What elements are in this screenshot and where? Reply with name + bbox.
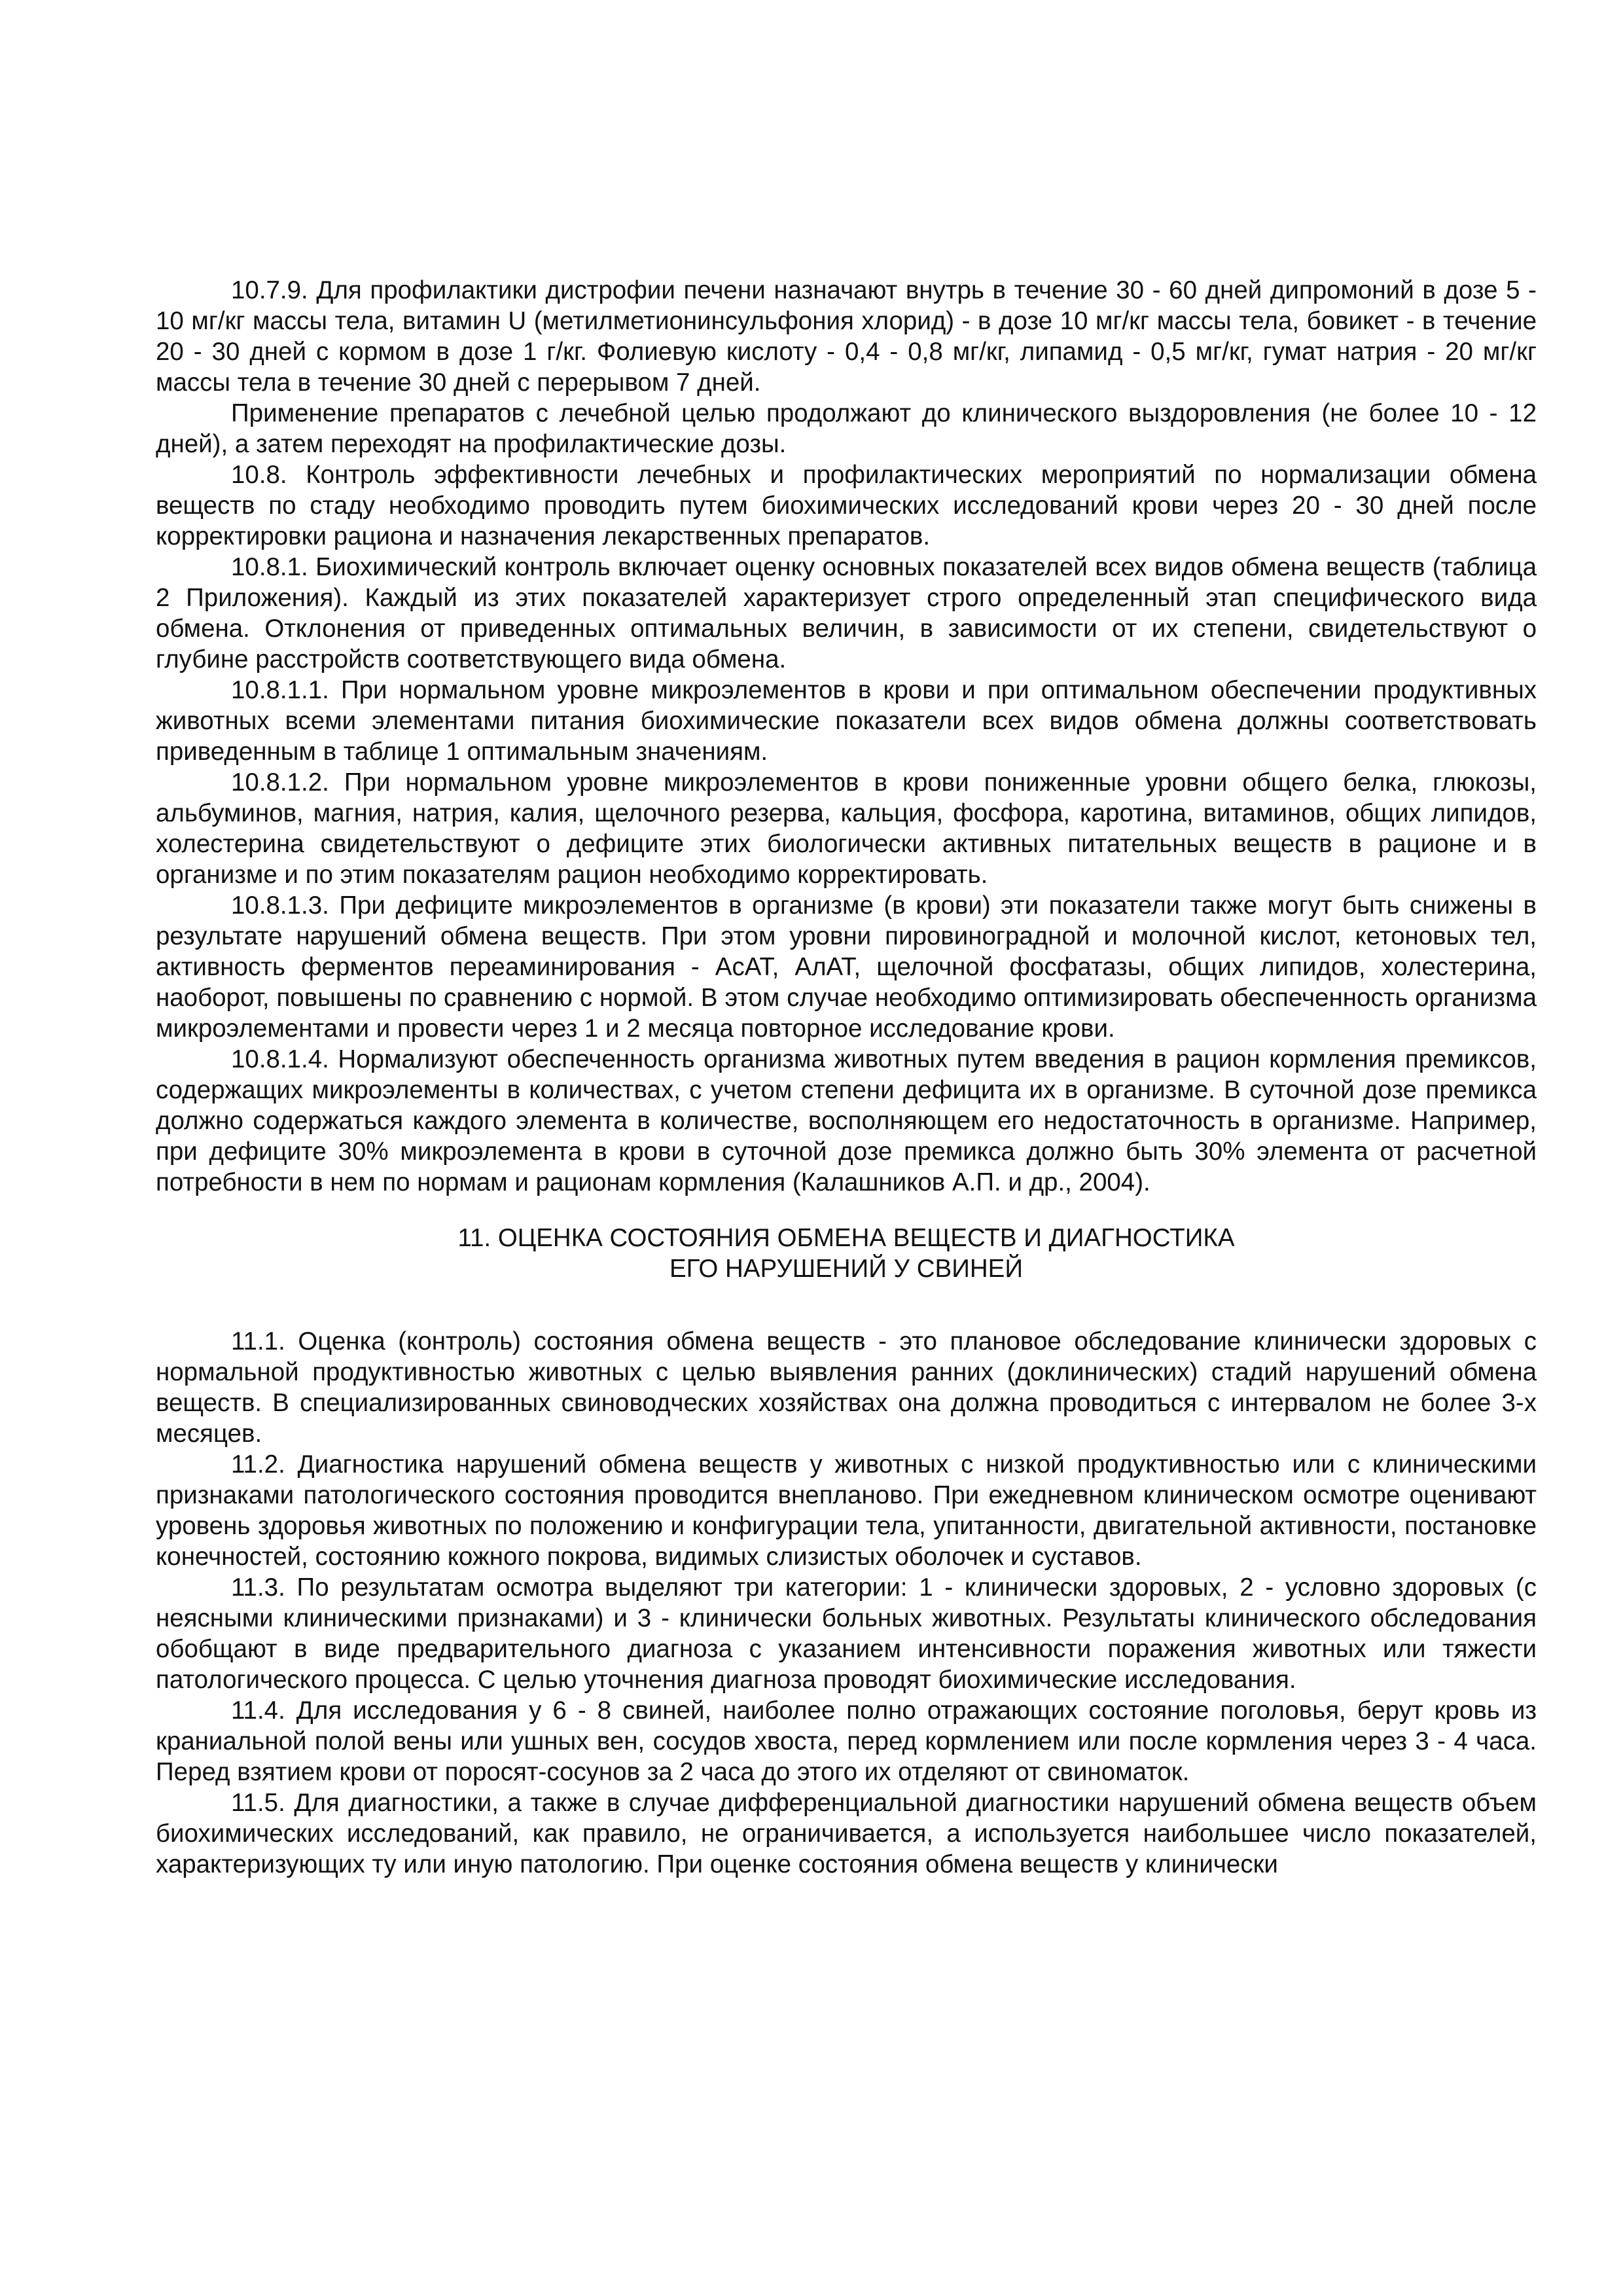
paragraph-10-8-1: 10.8.1. Биохимический контроль включает оценку основных показателей всех видов обмена веществ (таблица 2 Приложения). Каждый из этих показателей характеризует строго определенный этап специфического вида обмена. Отклонения от приведенных оптимальных величин, в зависимости от их степени, свидетельствуют о глубине расстройств соответствующего вида обмена. bbox=[156, 553, 1537, 673]
paragraph-11-2: 11.2. Диагностика нарушений обмена веществ у животных с низкой продуктивностью или с клиническими признаками патологического состояния проводится внепланово. При ежедневном клиническом осмотре оценивают уровень здоровья животных по положению и конфигурации тела, упитанности, двигательной активности, постановке конечностей, состоянию кожного покрова, видимых слизистых оболочек и суставов. bbox=[156, 1450, 1537, 1571]
paragraph-11-5: 11.5. Для диагностики, а также в случае дифференциальной диагностики нарушений обмена веществ объем биохимических исследований, как правило, не ограничивается, а используется наибольшее число показателей, характеризующих ту или иную патологию. При оценке состояния обмена веществ у клинически bbox=[156, 1789, 1537, 1878]
section-heading bbox=[156, 1223, 1537, 1284]
paragraph-10-8-1-1: 10.8.1.1. При нормальном уровне микроэлементов в крови и при оптимальном обеспечении продуктивных животных всеми элементами питания биохимические показатели всех видов обмена должны соответствовать приведенным в таблице 1 оптимальным значениям. bbox=[156, 676, 1537, 766]
section-heading-line-1: 11. ОЦЕНКА СОСТОЯНИЯ ОБМЕНА ВЕЩЕСТВ И ДИАГНОСТИКА bbox=[457, 1224, 1235, 1252]
document-body bbox=[156, 275, 1537, 1880]
paragraph-treatment-duration: Применение препаратов с лечебной целью продолжают до клинического выздоровления (не более 10 - 12 дней), а затем переходят на профилактические дозы. bbox=[156, 399, 1537, 458]
section-heading-line-2: ЕГО НАРУШЕНИЙ У СВИНЕЙ bbox=[669, 1255, 1024, 1283]
paragraph-10-7-9: 10.7.9. Для профилактики дистрофии печени назначают внутрь в течение 30 - 60 дней дипромоний в дозе 5 - 10 мг/кг массы тела, витамин U (метилметионинсульфония хлорид) - в дозе 10 мг/кг массы тела, бовикет - в течение 20 - 30 дней с кормом в дозе 1 г/кг. Фолиевую кислоту - 0,4 - 0,8 мг/кг, липамид - 0,5 мг/кг, гумат натрия - 20 мг/кг массы тела в течение 30 дней с перерывом 7 дней. bbox=[156, 276, 1537, 397]
paragraph-11-1: 11.1. Оценка (контроль) состояния обмена веществ - это плановое обследование клинически здоровых с нормальной продуктивностью животных с целью выявления ранних (доклинических) стадий нарушений обмена веществ. В специализированных свиноводческих хозяйствах она должна проводиться с интервалом не более 3-х месяцев. bbox=[156, 1327, 1537, 1448]
paragraph-10-8-1-4: 10.8.1.4. Нормализуют обеспеченность организма животных путем введения в рацион кормления премиксов, содержащих микроэлементы в количествах, с учетом степени дефицита их в организме. В суточной дозе премикса должно содержаться каждого элемента в количестве, восполняющем его недостаточность в организме. Например, при дефиците 30% микроэлемента в крови в суточной дозе премикса должно быть 30% элемента от расчетной потребности в нем по нормам и рационам кормления (Калашников А.П. и др., 2004). bbox=[156, 1045, 1537, 1196]
paragraph-10-8-1-3: 10.8.1.3. При дефиците микроэлементов в организме (в крови) эти показатели также могут быть снижены в результате нарушений обмена веществ. При этом уровни пировиноградной и молочной кислот, кетоновых тел, активность ферментов переаминирования - АсАТ, АлАТ, щелочной фосфатазы, общих липидов, холестерина, наоборот, повышены по сравнению с нормой. В этом случае необходимо оптимизировать обеспеченность организма микроэлементами и провести через 1 и 2 месяца повторное исследование крови. bbox=[156, 891, 1537, 1043]
paragraph-11-3: 11.3. По результатам осмотра выделяют три категории: 1 - клинически здоровых, 2 - условно здоровых (с неясными клиническими признаками) и 3 - клинически больных животных. Результаты клинического обследования обобщают в виде предварительного диагноза с указанием интенсивности поражения животных или тяжести патологического процесса. С целью уточнения диагноза проводят биохимические исследования. bbox=[156, 1573, 1537, 1694]
paragraph-10-8: 10.8. Контроль эффективности лечебных и профилактических мероприятий по нормализации обмена веществ по стаду необходимо проводить путем биохимических исследований крови через 20 - 30 дней после корректировки рациона и назначения лекарственных препаратов. bbox=[156, 461, 1537, 550]
paragraph-10-8-1-2: 10.8.1.2. При нормальном уровне микроэлементов в крови пониженные уровни общего белка, глюкозы, альбуминов, магния, натрия, калия, щелочного резерва, кальция, фосфора, каротина, витаминов, общих липидов, холестерина свидетельствуют о дефиците этих биологически активных питательных веществ в рационе и в организме и по этим показателям рацион необходимо корректировать. bbox=[156, 768, 1537, 889]
paragraph-11-4: 11.4. Для исследования у 6 - 8 свиней, наиболее полно отражающих состояние поголовья, берут кровь из краниальной полой вены или ушных вен, сосудов хвоста, перед кормлением или после кормления через 3 - 4 часа. Перед взятием крови от поросят-сосунов за 2 часа до этого их отделяют от свиноматок. bbox=[156, 1696, 1537, 1786]
